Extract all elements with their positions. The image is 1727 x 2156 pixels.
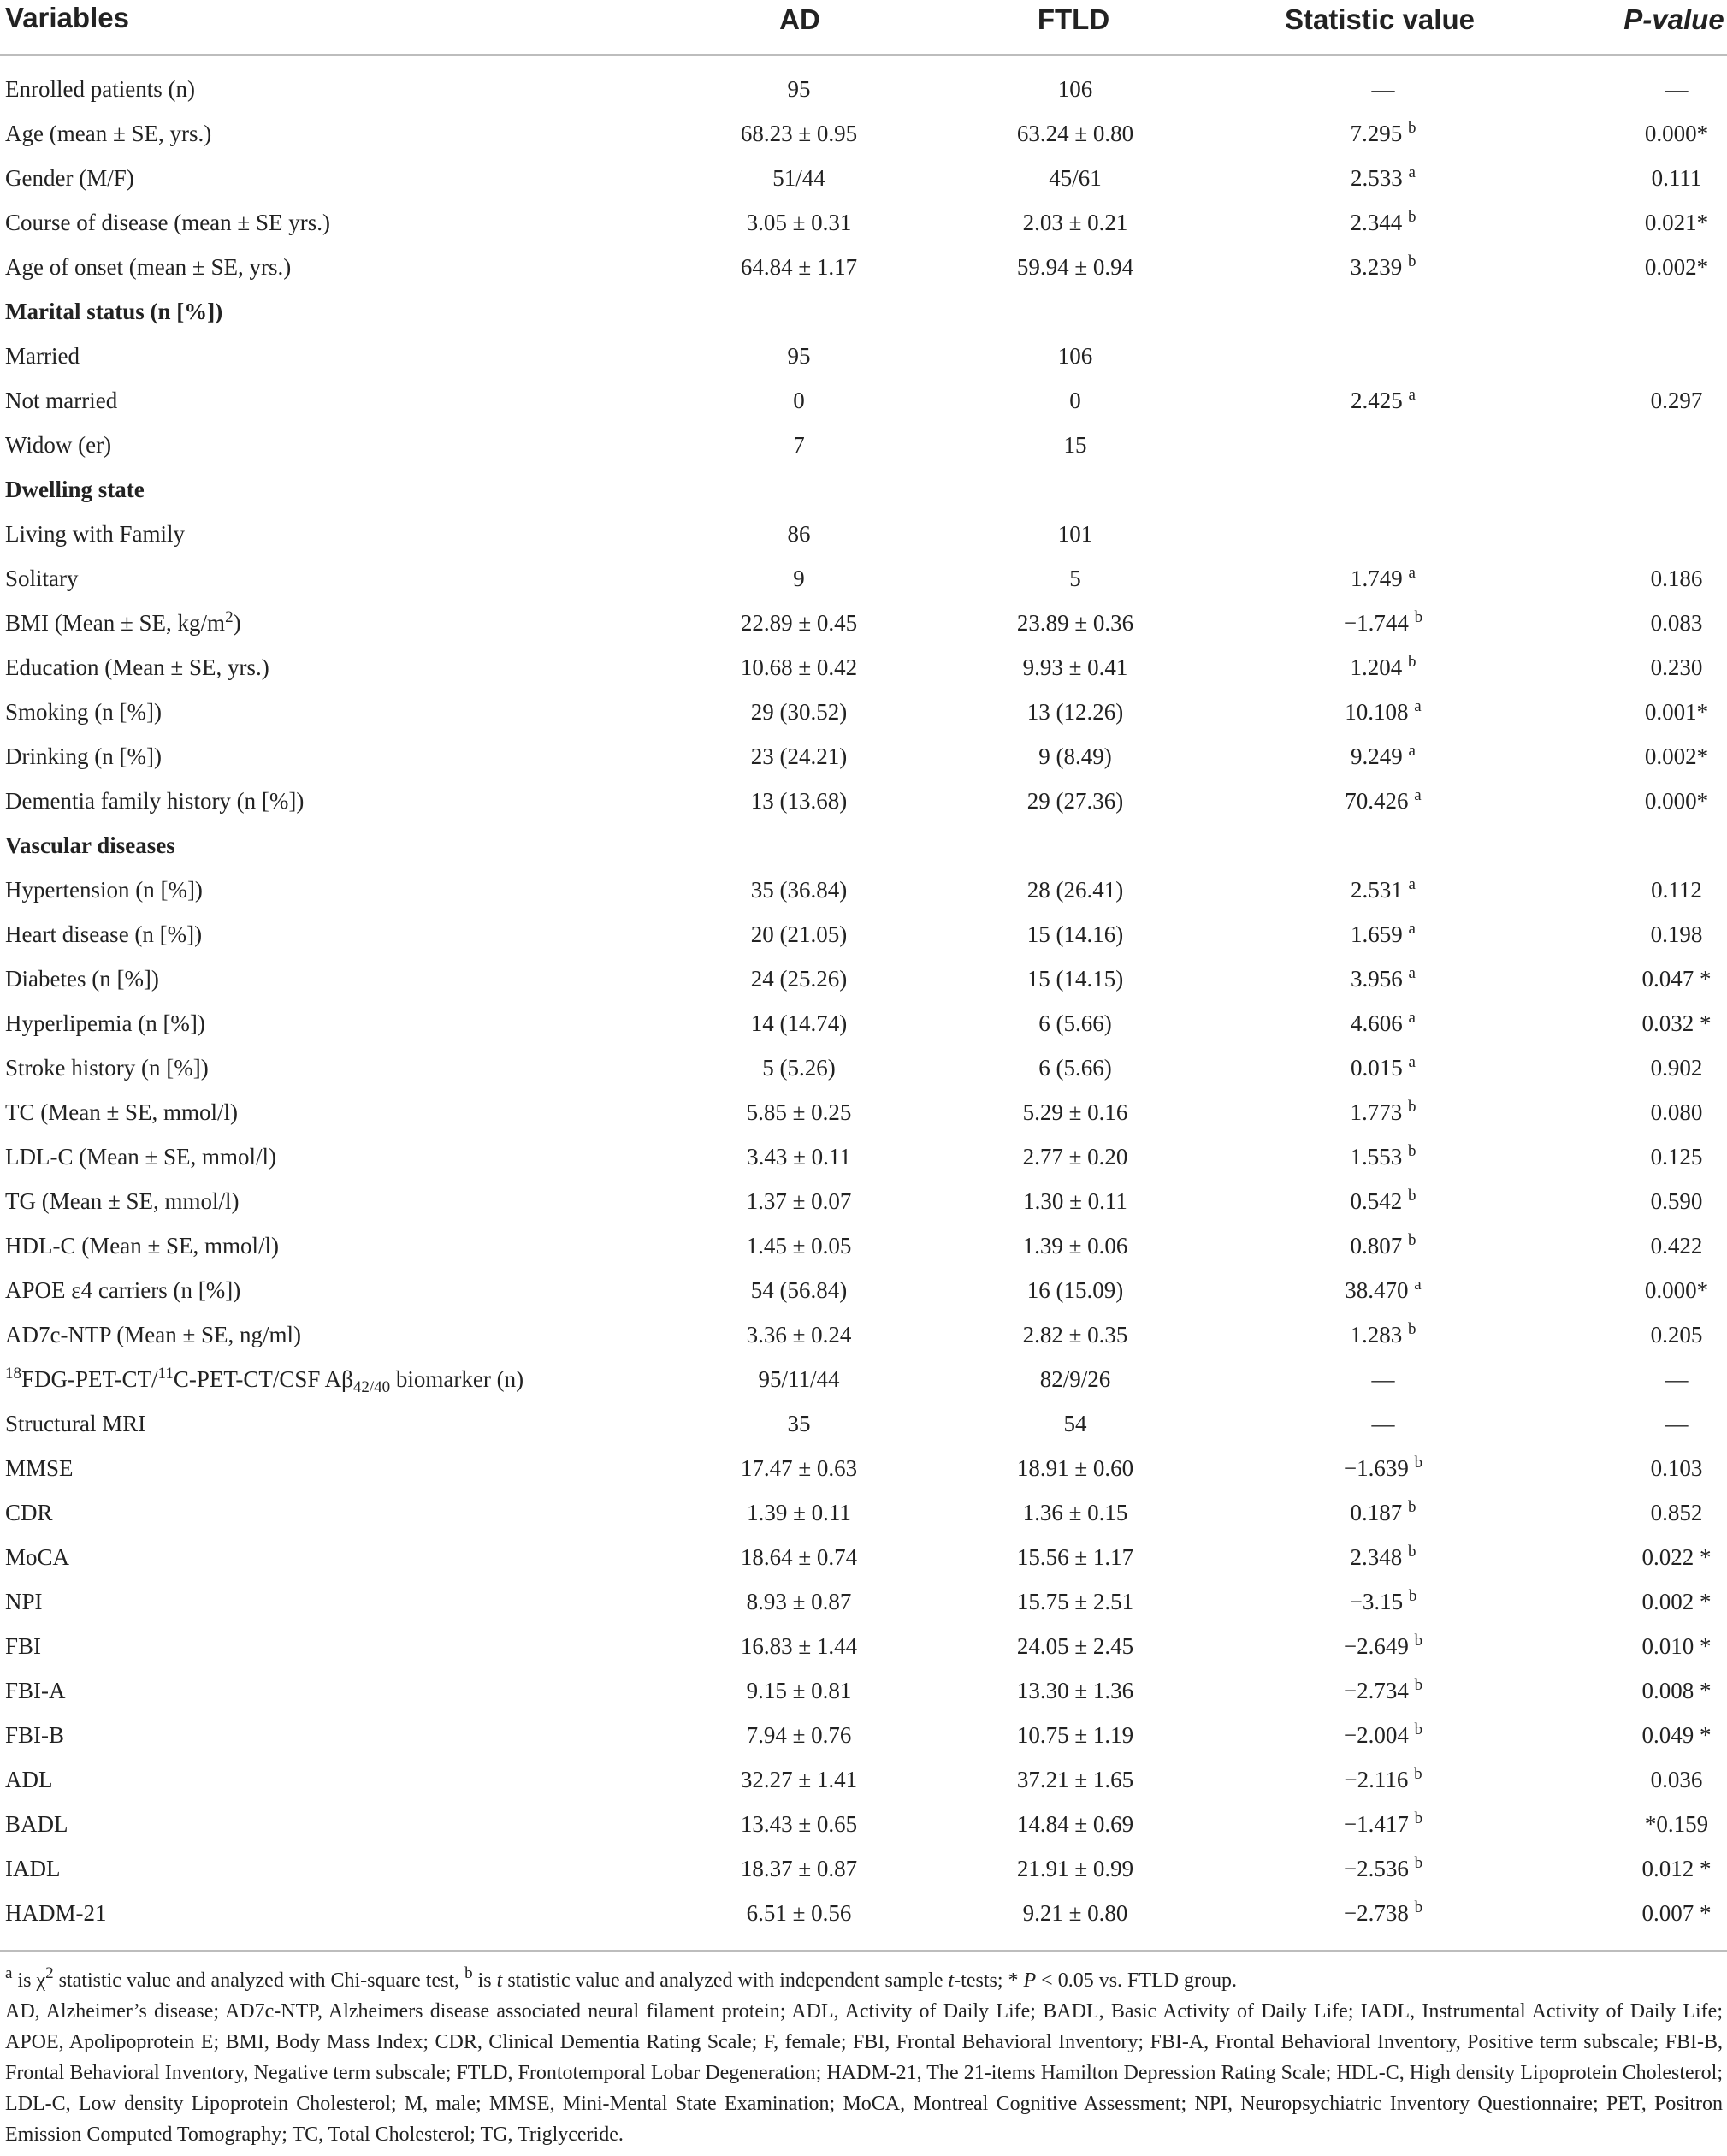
table-row: NPI 8.93 ± 0.87 15.75 ± 2.51 −3.15 $^b$ 0.002 * <box>0 1579 1727 1624</box>
table-row: CDR 1.39 ± 0.11 1.36 ± 0.15 0.187 $^b$ 0.852 <box>0 1490 1727 1535</box>
table-row: Solitary 9 5 1.749 $^a$ 0.186 <box>0 556 1727 601</box>
variable-label: $^{18}$FDG-PET-CT/$^{11}$C-PET-CT/CSF $A\beta_{42/40}$ biomarker (n) <box>5 1365 524 1396</box>
table-row: Not married 0 0 2.425 $^a$ 0.297 <box>0 378 1727 423</box>
table-row: Age (mean ± SE, yrs.) 68.23 ± 0.95 63.24 ± 0.80 7.295 $^b$ 0.000* <box>0 111 1727 156</box>
variable-label: FBI-A <box>5 1678 66 1703</box>
variable-label: Living with Family <box>5 521 186 547</box>
variable-label: AD7c-NTP (Mean ± SE, ng/ml) <box>5 1322 302 1348</box>
variable-label: Diabetes (n [%]) <box>5 966 159 992</box>
table-row: TG (Mean ± SE, mmol/l) 1.37 ± 0.07 1.30 ± 0.11 0.542 $^b$ 0.590 <box>0 1179 1727 1223</box>
table-row: Married 95 106 <box>0 334 1727 378</box>
table-row: Widow (er) 7 15 <box>0 423 1727 467</box>
table-row: Enrolled patients (n) 95 106 — — <box>0 67 1727 111</box>
variable-label: Solitary <box>5 566 79 591</box>
table-header: Variables AD FTLD Statistic value P-value <box>5 2 1724 35</box>
table-row: Course of disease (mean ± SE yrs.) 3.05 ± 0.31 2.03 ± 0.21 2.344 $^b$ 0.021* <box>0 200 1727 245</box>
variable-label: CDR <box>5 1500 53 1525</box>
variable-label: Age of onset (mean ± SE, yrs.) <box>5 254 292 280</box>
table-body <box>0 67 1727 1935</box>
header-variables: Variables <box>5 2 129 33</box>
table-row: IADL 18.37 ± 0.87 21.91 ± 0.99 −2.536 $^b$ 0.012 * <box>0 1846 1727 1891</box>
table-row: LDL-C (Mean ± SE, mmol/l) 3.43 ± 0.11 2.77 ± 0.20 1.553 $^b$ 0.125 <box>0 1134 1727 1179</box>
table-bottom-rule <box>0 1950 1727 1952</box>
table-row: HADM-21 6.51 ± 0.56 9.21 ± 0.80 −2.738 $^b$ 0.007 * <box>0 1891 1727 1935</box>
variable-label: Education (Mean ± SE, yrs.) <box>5 654 269 680</box>
table-row: Heart disease (n [%]) 20 (21.05) 15 (14.16) 1.659 $^a$ 0.198 <box>0 912 1727 957</box>
variable-label: Course of disease (mean ± SE yrs.) <box>5 210 330 235</box>
table-row: BADL 13.43 ± 0.65 14.84 ± 0.69 −1.417 $^b$ *0.159 <box>0 1802 1727 1846</box>
table-row: Smoking (n [%]) 29 (30.52) 13 (12.26) 10.108 $^a$ 0.001* <box>0 690 1727 734</box>
variable-label: Dementia family history (n [%]) <box>5 788 305 814</box>
variable-label: Age (mean ± SE, yrs.) <box>5 121 212 146</box>
variable-label: FBI <box>5 1633 42 1659</box>
variable-label: IADL <box>5 1856 61 1881</box>
table-row: BMI (Mean ± SE, $kg/m^2$) 22.89 ± 0.45 23.89 ± 0.36 −1.744 $^b$ 0.083 <box>0 601 1727 645</box>
table-row: FBI-B 7.94 ± 0.76 10.75 ± 1.19 −2.004 $^b$ 0.049 * <box>0 1713 1727 1757</box>
table-row: HDL-C (Mean ± SE, mmol/l) 1.45 ± 0.05 1.39 ± 0.06 0.807 $^b$ 0.422 <box>0 1223 1727 1268</box>
variable-label: LDL-C (Mean ± SE, mmol/l) <box>5 1144 277 1170</box>
section-heading: Marital status (n [%]) <box>5 299 223 324</box>
table-row: Education (Mean ± SE, yrs.) 10.68 ± 0.42 9.93 ± 0.41 1.204 $^b$ 0.230 <box>0 645 1727 690</box>
table-row: ADL 32.27 ± 1.41 37.21 ± 1.65 −2.116 $^b$ 0.036 <box>0 1757 1727 1802</box>
variable-label: Enrolled patients (n) <box>5 76 195 102</box>
variable-label: Gender (M/F) <box>5 165 134 191</box>
variable-label: Not married <box>5 388 118 413</box>
variable-label: HADM-21 <box>5 1900 107 1926</box>
variable-label: Drinking (n [%]) <box>5 743 162 769</box>
variable-label: Widow (er) <box>5 432 112 458</box>
footnote-abbreviations: AD, Alzheimer’s disease; AD7c-NTP, Alzheimers disease associated neural filament protein; ADL, Activity of Daily Life; BADL, Basic Activity of Daily Life; IADL, Instrumental Activity of Daily Life; APOE, Apolipoprotein E; BMI, Body Mass Index; CDR, Clinical Dementia Rating Scale; F, female; FBI, Frontal Behavioral Inventory; FBI-A, Frontal Behavioral Inventory, Positive term subscale; FBI-B, Frontal Behavioral Inventory, Negative term subscale; FTLD, Frontotemporal Lobar Degeneration; HADM-21, The 21-items Hamilton Depression Rating Scale; HDL-C, High density Lipoprotein Cholesterol; LDL-C, Low density Lipoprotein Cholesterol; M, male; MMSE, Mini-Mental State Examination; MoCA, Montreal Cognitive Assessment; NPI, Neuropsychiatric Inventory Questionnaire; PET, Positron Emission Computed Tomography; TC, Total Cholesterol; TG, Triglyceride. <box>5 2000 1723 2146</box>
table-row: Gender (M/F) 51/44 45/61 2.533 $^a$ 0.111 <box>0 156 1727 200</box>
header-rule <box>0 54 1727 56</box>
variable-label: MMSE <box>5 1455 74 1481</box>
table-row: $^{18}$FDG-PET-CT/$^{11}$C-PET-CT/CSF $A\beta_{42/40}$ biomarker (n) 95/11/44 82/9/26 — — <box>0 1357 1727 1401</box>
variable-label: HDL-C (Mean ± SE, mmol/l) <box>5 1233 280 1259</box>
variable-label: FBI-B <box>5 1722 65 1748</box>
table-row: Diabetes (n [%]) 24 (25.26) 15 (14.15) 3.956 $^a$ 0.047 * <box>0 957 1727 1001</box>
table-row: Stroke history (n [%]) 5 (5.26) 6 (5.66) 0.015 $^a$ 0.902 <box>0 1045 1727 1090</box>
section-heading: Dwelling state <box>5 477 145 502</box>
variable-label: TG (Mean ± SE, mmol/l) <box>5 1188 240 1214</box>
variable-label: Stroke history (n [%]) <box>5 1055 209 1081</box>
table-row <box>0 289 1727 334</box>
variable-label: Married <box>5 343 80 369</box>
table-row: FBI 16.83 ± 1.44 24.05 ± 2.45 −2.649 $^b$ 0.010 * <box>0 1624 1727 1668</box>
table-row: Age of onset (mean ± SE, yrs.) 64.84 ± 1.17 59.94 ± 0.94 3.239 $^b$ 0.002* <box>0 245 1727 289</box>
variable-label: Hypertension (n [%]) <box>5 877 203 903</box>
table-row: Living with Family 86 101 <box>0 512 1727 556</box>
variable-label: NPI <box>5 1589 43 1614</box>
variable-label: Hyperlipemia (n [%]) <box>5 1010 205 1036</box>
variable-label: ADL <box>5 1767 53 1792</box>
table-row: Hyperlipemia (n [%]) 14 (14.74) 6 (5.66) 4.606 $^a$ 0.032 * <box>0 1001 1727 1045</box>
variable-label: Structural MRI <box>5 1411 146 1436</box>
variable-label: Smoking (n [%]) <box>5 699 162 725</box>
variable-label: Heart disease (n [%]) <box>5 921 203 947</box>
variable-label: BMI (Mean ± SE, $kg/m^2$) <box>5 608 241 636</box>
table-row: Hypertension (n [%]) 35 (36.84) 28 (26.41) 2.531 $^a$ 0.112 <box>0 868 1727 912</box>
table-row: Structural MRI 35 54 — — <box>0 1401 1727 1446</box>
variable-label: APOE ε4 carriers (n [%]) <box>5 1277 241 1303</box>
table-row: AD7c-NTP (Mean ± SE, ng/ml) 3.36 ± 0.24 2.82 ± 0.35 1.283 $^b$ 0.205 <box>0 1312 1727 1357</box>
variable-label: BADL <box>5 1811 68 1837</box>
table-row: MoCA 18.64 ± 0.74 15.56 ± 1.17 2.348 $^b$ 0.022 * <box>0 1535 1727 1579</box>
table-row <box>0 823 1727 868</box>
variable-label: TC (Mean ± SE, mmol/l) <box>5 1099 239 1125</box>
table-row: FBI-A 9.15 ± 0.81 13.30 ± 1.36 −2.734 $^b$ 0.008 * <box>0 1668 1727 1713</box>
table-footnotes <box>5 1965 1723 2150</box>
footnote-legend: $^a$ is $\chi^2$ statistic value and analyzed with Chi-square test, $^b$ is t statistic value and analyzed with independent sample t-tests; * P < 0.05 vs. FTLD group. <box>5 1964 1238 1992</box>
table-row: MMSE 17.47 ± 0.63 18.91 ± 0.60 −1.639 $^b$ 0.103 <box>0 1446 1727 1490</box>
variable-label: MoCA <box>5 1544 70 1570</box>
table-row: APOE ε4 carriers (n [%]) 54 (56.84) 16 (15.09) 38.470 $^a$ 0.000* <box>0 1268 1727 1312</box>
section-heading: Vascular diseases <box>5 832 175 858</box>
table-row: Dementia family history (n [%]) 13 (13.68) 29 (27.36) 70.426 $^a$ 0.000* <box>0 779 1727 823</box>
table-row <box>0 467 1727 512</box>
table-row: TC (Mean ± SE, mmol/l) 5.85 ± 0.25 5.29 ± 0.16 1.773 $^b$ 0.080 <box>0 1090 1727 1134</box>
table-row: Drinking (n [%]) 23 (24.21) 9 (8.49) 9.249 $^a$ 0.002* <box>0 734 1727 779</box>
